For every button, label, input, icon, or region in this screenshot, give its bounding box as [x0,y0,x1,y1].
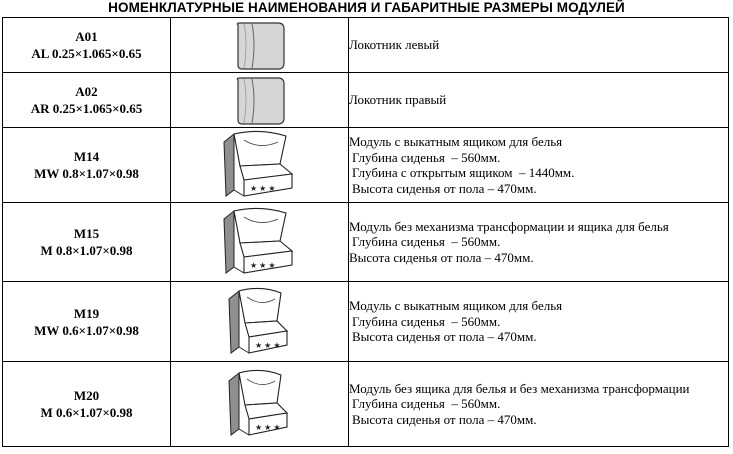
module-spec: Высота сиденья от пола – 470мм. [352,329,537,345]
module-code-cell [3,362,171,447]
module-description-cell [349,362,729,447]
module-description-cell [349,282,729,362]
module-spec: Высота сиденья от пола – 470мм. [352,180,537,196]
module-spec: Глубина с открытым ящиком – 1440мм. [352,165,575,180]
table-row [3,203,729,282]
module-dimensions: AR 0.25×1.065×0.65 [30,101,143,116]
module-description-cell [349,73,729,128]
module-image-cell [171,362,349,447]
module-name: Модуль без механизма трансформации и ящика для белья [349,218,669,234]
module-image-cell [171,18,349,73]
armrest-right-icon [230,74,290,126]
module-spec: Высота сиденья от пола – 470мм. [349,249,534,265]
armrest-left-icon [230,19,290,71]
module-spec: Глубина сиденья – 560мм. [352,396,501,412]
table-row [3,73,729,128]
module-code: M19 [73,305,100,321]
sofa-module-icon [225,369,295,439]
module-name: Модуль без ящика для белья и без механизма трансформации [349,380,690,396]
module-code-cell [3,128,171,203]
module-name: Локотник правый [349,92,447,108]
sofa-module-icon [220,207,300,277]
module-spec: Глубина сиденья – 560мм. [352,234,501,250]
sofa-module-icon [220,130,300,200]
module-code-cell [3,282,171,362]
module-code: M20 [73,388,100,403]
module-dimensions: MW 0.6×1.07×0.98 [34,322,139,338]
svg-text:★ ★ ★: ★ ★ ★ [254,423,281,432]
table-row [3,282,729,362]
sofa-module-icon [225,287,295,357]
table-row [3,128,729,203]
module-spec: Глубина сиденья – 560мм. [352,313,501,329]
module-name: Локотник левый [349,37,440,53]
page-title: НОМЕНКЛАТУРНЫЕ НАИМЕНОВАНИЯ И ГАБАРИТНЫЕ РАЗМЕРЫ МОДУЛЕЙ [108,0,625,15]
module-image-cell [171,282,349,362]
module-description-cell [349,128,729,203]
module-code: M14 [73,149,100,164]
svg-text:★ ★ ★: ★ ★ ★ [249,184,276,193]
module-code-cell [3,18,171,73]
table-row [3,362,729,447]
module-dimensions: M 0.8×1.07×0.98 [40,243,133,258]
module-description-cell [349,203,729,282]
module-dimensions: AL 0.25×1.065×0.65 [31,46,142,61]
module-spec: Высота сиденья от пола – 470мм. [352,411,537,427]
svg-text:★ ★ ★: ★ ★ ★ [254,340,281,350]
module-description-cell [349,18,729,73]
module-code: A02 [75,84,98,99]
module-dimensions: M 0.6×1.07×0.98 [40,405,133,420]
table-row [3,18,729,73]
module-code-cell [3,73,171,128]
module-name: Модуль с выкатным ящиком для белья [349,298,563,314]
module-image-cell [171,203,349,282]
module-code: M15 [73,226,100,241]
modules-table [2,17,729,447]
module-name: Модуль с выкатным ящиком для белья [349,134,563,149]
module-code: A01 [75,29,98,44]
module-dimensions: MW 0.8×1.07×0.98 [34,166,139,181]
module-code-cell [3,203,171,282]
module-image-cell [171,128,349,203]
module-spec: Глубина сиденья – 560мм. [352,149,501,165]
module-image-cell [171,73,349,128]
svg-text:★ ★ ★: ★ ★ ★ [249,261,276,270]
